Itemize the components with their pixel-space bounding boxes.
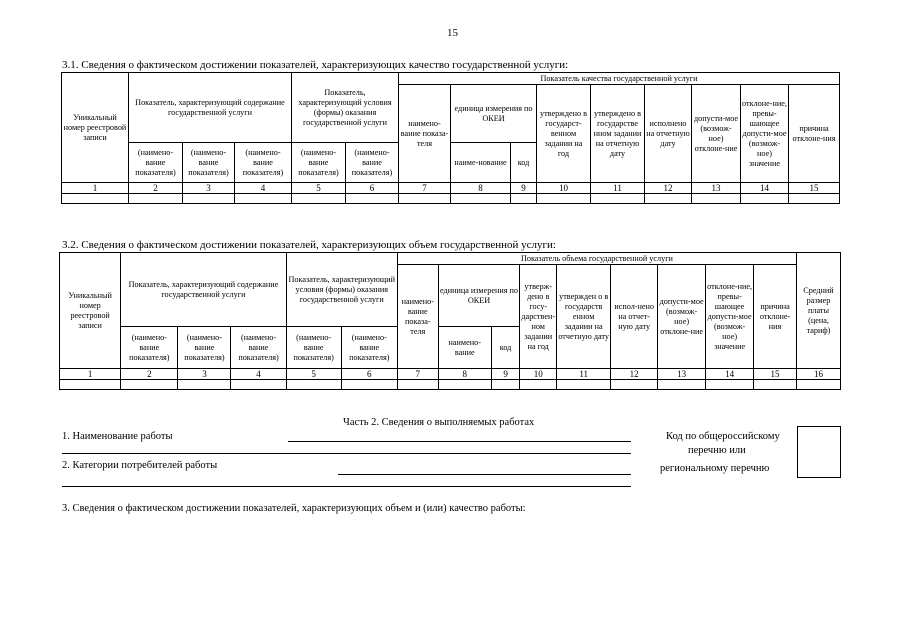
- table-cell[interactable]: [231, 380, 286, 390]
- column-number: 10: [537, 183, 591, 194]
- header-unique-number: Уникальный номер реестровой записи: [60, 253, 121, 369]
- header-volume-group: Показатель объема государственной услуги: [397, 253, 796, 265]
- header-content-indicator: Показатель, характеризующий содержание государственной услуги: [121, 253, 286, 327]
- code-label-line-3: региональному перечню: [660, 463, 770, 474]
- table-cell[interactable]: [183, 194, 235, 204]
- header-unique-number: Уникальный номер реестровой записи: [62, 73, 129, 183]
- table-cell[interactable]: [658, 380, 706, 390]
- work-code-box[interactable]: [797, 426, 841, 478]
- column-number: 6: [346, 183, 399, 194]
- column-number: 12: [611, 369, 658, 380]
- consumers-line[interactable]: [338, 474, 631, 475]
- table-cell[interactable]: [537, 194, 591, 204]
- table-cell[interactable]: [438, 380, 491, 390]
- header-content-indicator: Показатель, характеризующий содержание государственной услуги: [129, 73, 292, 143]
- header-sub-indicator: (наимено-вание показателя): [231, 327, 286, 369]
- table-cell[interactable]: [60, 380, 121, 390]
- column-number: 5: [286, 369, 341, 380]
- table-cell[interactable]: [178, 380, 231, 390]
- header-unit-name: наиме-нование: [451, 143, 511, 183]
- header-conditions-indicator: Показатель, характеризующий условия (формы) оказания государственной услуги: [292, 73, 399, 143]
- header-unit-name: наимено-вание: [438, 327, 491, 369]
- header-indicator-name: наимено-вание показа-теля: [397, 265, 438, 369]
- header-unit-code: код: [491, 327, 520, 369]
- table-cell[interactable]: [129, 194, 183, 204]
- table-cell[interactable]: [399, 194, 451, 204]
- header-unit: единица измерения по ОКЕИ: [438, 265, 520, 327]
- column-number: 7: [397, 369, 438, 380]
- column-numbers-row: [62, 183, 840, 194]
- column-number: 14: [741, 183, 789, 194]
- page-number: 15: [447, 27, 458, 39]
- code-label-line-2: перечню или: [688, 445, 746, 456]
- header-sub-indicator: (наимено-вание показателя): [292, 143, 346, 183]
- column-number: 13: [658, 369, 706, 380]
- header-deviation-reason: причина отклоне-ния: [754, 265, 797, 369]
- column-number: 7: [399, 183, 451, 194]
- column-number: 8: [438, 369, 491, 380]
- header-sub-indicator: (наимено-вание показателя): [129, 143, 183, 183]
- column-numbers-row: [60, 369, 841, 380]
- column-number: 3: [178, 369, 231, 380]
- table-cell[interactable]: [520, 380, 557, 390]
- column-number: 1: [62, 183, 129, 194]
- header-approved-year: утверждено в государст-венном задании на год: [537, 85, 591, 183]
- table-cell[interactable]: [491, 380, 520, 390]
- table-cell[interactable]: [397, 380, 438, 390]
- header-average-price: Средний размер платы (цена, тариф): [797, 253, 841, 369]
- header-allowed-deviation: допусти-мое (возмож-ное) отклоне-ние: [692, 85, 741, 183]
- column-number: 13: [692, 183, 741, 194]
- header-sub-indicator: (наимено-вание показателя): [235, 143, 292, 183]
- header-approved-year: утверж-дено в госу-дарствен-ном задании на год: [520, 265, 557, 369]
- table-cell[interactable]: [121, 380, 178, 390]
- column-number: 4: [231, 369, 286, 380]
- table-cell[interactable]: [706, 380, 754, 390]
- column-number: 11: [591, 183, 645, 194]
- quality-indicators-table: [61, 72, 840, 204]
- table-cell[interactable]: [286, 380, 341, 390]
- column-number: 5: [292, 183, 346, 194]
- table-cell[interactable]: [292, 194, 346, 204]
- header-approved-date: утвержден о в государств енном задании на отчетную дату: [557, 265, 611, 369]
- header-sub-indicator: (наимено-вание показателя): [183, 143, 235, 183]
- column-number: 1: [60, 369, 121, 380]
- header-sub-indicator: (наимено-вание показателя): [121, 327, 178, 369]
- work-name-line-2[interactable]: [62, 453, 631, 454]
- header-unit: единица измерения по ОКЕИ: [451, 85, 537, 143]
- column-number: 15: [789, 183, 840, 194]
- section-3-1-title: 3.1. Сведения о фактическом достижении показателей, характеризующих качество государственной услуги:: [62, 59, 569, 71]
- part-2-title: Часть 2. Сведения о выполняемых работах: [343, 417, 535, 428]
- column-number: 14: [706, 369, 754, 380]
- consumers-line-2[interactable]: [62, 486, 631, 487]
- column-number: 4: [235, 183, 292, 194]
- header-sub-indicator: (наимено-вание показателя): [346, 143, 399, 183]
- header-deviation-reason: причина отклоне-ния: [789, 85, 840, 183]
- column-number: 2: [129, 183, 183, 194]
- column-number: 6: [341, 369, 397, 380]
- header-sub-indicator: (наимено-вание показателя): [178, 327, 231, 369]
- column-number: 16: [797, 369, 841, 380]
- table-cell[interactable]: [235, 194, 292, 204]
- header-executed: исполнено на отчетную дату: [645, 85, 692, 183]
- column-number: 11: [557, 369, 611, 380]
- table-cell[interactable]: [346, 194, 399, 204]
- work-name-label: 1. Наименование работы: [62, 431, 173, 442]
- table-cell[interactable]: [692, 194, 741, 204]
- table-cell[interactable]: [557, 380, 611, 390]
- header-approved-date: утверждено в государстве нном задании на отчетную дату: [591, 85, 645, 183]
- column-number: 2: [121, 369, 178, 380]
- volume-indicators-table: [59, 252, 841, 390]
- header-sub-indicator: (наимено-вание показателя): [341, 327, 397, 369]
- table-cell[interactable]: [591, 194, 645, 204]
- table-cell[interactable]: [797, 380, 841, 390]
- column-number: 12: [645, 183, 692, 194]
- header-sub-indicator: (наимено-вание показателя): [286, 327, 341, 369]
- header-quality-group: Показатель качества государственной услуги: [399, 73, 840, 85]
- table-row: [62, 194, 840, 204]
- header-allowed-deviation: допусти-мое (возмож-ное) отклоне-ние: [658, 265, 706, 369]
- column-number: 8: [451, 183, 511, 194]
- table-cell[interactable]: [789, 194, 840, 204]
- table-cell[interactable]: [741, 194, 789, 204]
- section-3-2-title: 3.2. Сведения о фактическом достижении показателей, характеризующих объем государственной услуги:: [62, 239, 556, 251]
- work-name-line[interactable]: [288, 441, 631, 442]
- table-cell[interactable]: [645, 194, 692, 204]
- header-exceeding-deviation: отклоне-ние, превы-шающее допусти-мое (возмож-ное) значение: [706, 265, 754, 369]
- header-exceeding-deviation: отклоне-ние, превы-шающее допусти-мое (возмож-ное) значение: [741, 85, 789, 183]
- table-cell[interactable]: [611, 380, 658, 390]
- table-row: [60, 380, 841, 390]
- table-cell[interactable]: [341, 380, 397, 390]
- header-conditions-indicator: Показатель, характеризующий условия (формы) оказания государственной услуги: [286, 253, 397, 327]
- header-indicator-name: наимено-вание показа-теля: [399, 85, 451, 183]
- column-number: 9: [511, 183, 537, 194]
- header-executed: испол-нено на отчет-ную дату: [611, 265, 658, 369]
- table-cell[interactable]: [511, 194, 537, 204]
- table-cell[interactable]: [62, 194, 129, 204]
- consumers-label: 2. Категории потребителей работы: [62, 460, 218, 471]
- column-number: 15: [754, 369, 797, 380]
- column-number: 10: [520, 369, 557, 380]
- header-unit-code: код: [511, 143, 537, 183]
- code-label-line-1: Код по общероссийскому: [666, 431, 780, 442]
- column-number: 9: [491, 369, 520, 380]
- section-3-work-title: 3. Сведения о фактическом достижении показателей, характеризующих объем и (или) качество работы:: [62, 503, 526, 514]
- table-cell[interactable]: [451, 194, 511, 204]
- table-cell[interactable]: [754, 380, 797, 390]
- column-number: 3: [183, 183, 235, 194]
